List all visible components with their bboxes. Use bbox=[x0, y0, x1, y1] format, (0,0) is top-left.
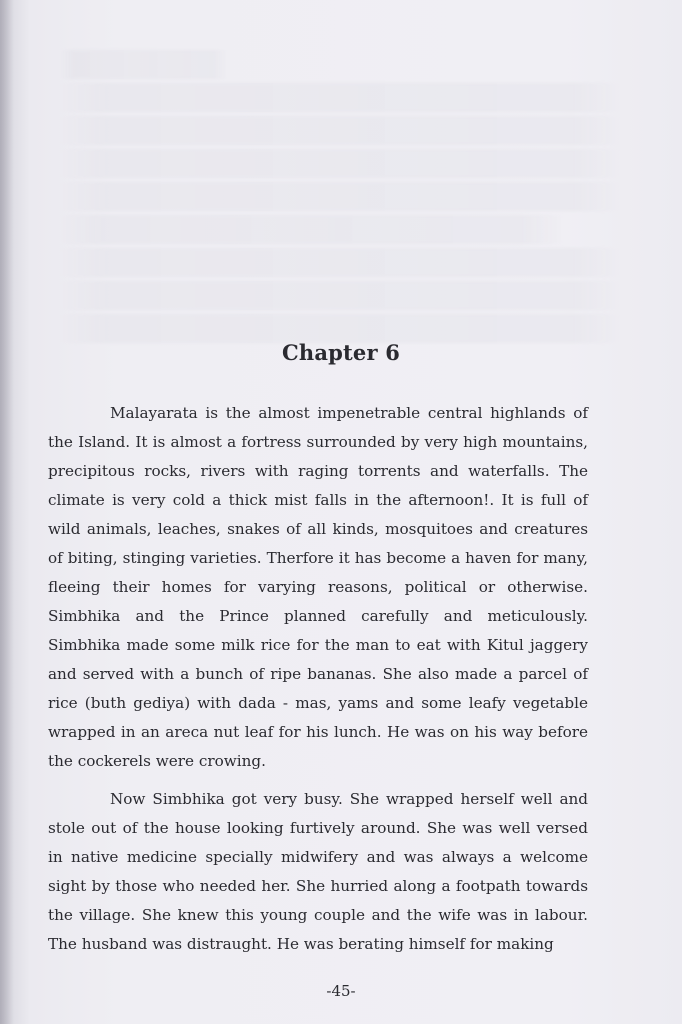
reverse-page-show-through bbox=[60, 50, 620, 347]
paragraph-1: Malayarata is the almost impenetrable central highlands of the Island. It is almost a fortress surrounded by very high mountains, precipitous rocks, rivers with raging torrents and waterfalls. The climate is very cold a thick mist falls in the afternoon!. It is full of wild animals, leaches, snakes of all kinds, mosquitoes and creatures of biting, stinging varieties. Therfore it has become a haven for many, fleeing their homes for varying reasons, political or otherwise. Simbhika and the Prince planned carefully and meticulously. Simbhika made some milk rice for the man to eat with Kitul jaggery and served with a bunch of ripe bananas. She also made a parcel of rice (buth gediya) with dada - mas, yams and some leafy vegetable wrapped in an areca nut leaf for his lunch. He was on his way before the cockerels were crowing. bbox=[48, 404, 588, 770]
paragraph-2: Now Simbhika got very busy. She wrapped herself well and stole out of the house looking furtively around. She was well versed in native medicine specially midwifery and was always a welcome sight by those who needed her. She hurried along a footpath towards the village. She knew this young couple and the wife was in labour. The husband was distraught. He was berating himself for making bbox=[48, 790, 588, 953]
binding-gutter-shadow bbox=[0, 0, 14, 1024]
page-number: -45- bbox=[326, 982, 356, 1000]
chapter-body bbox=[48, 399, 588, 959]
chapter-title: Chapter 6 bbox=[281, 340, 401, 365]
